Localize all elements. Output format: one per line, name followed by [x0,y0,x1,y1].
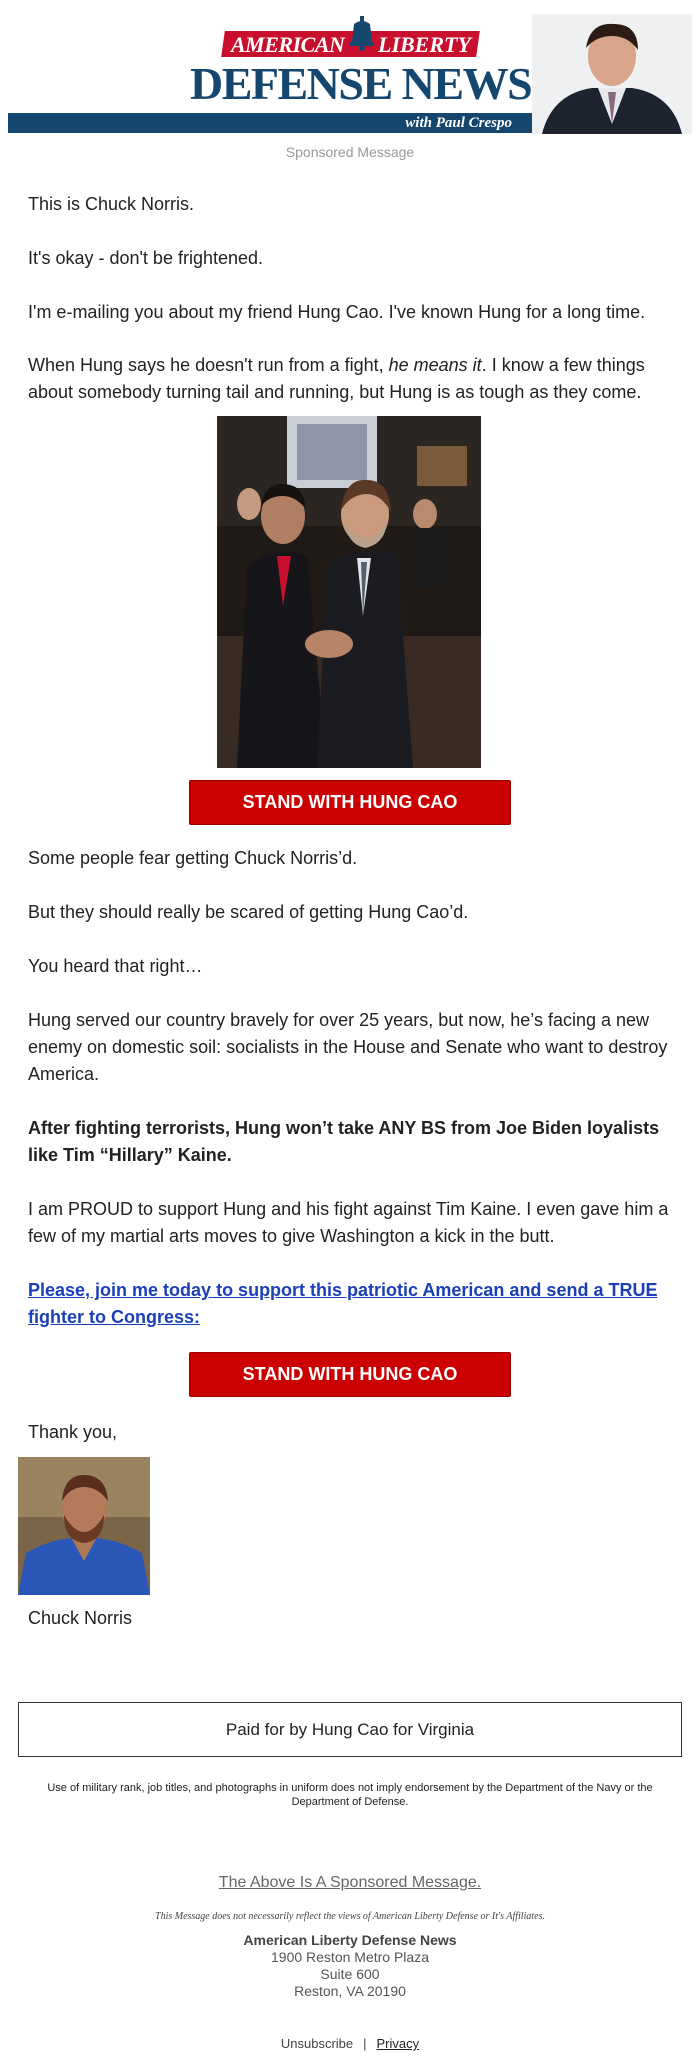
paid-for-box: Paid for by Hung Cao for Virginia [18,1702,682,1757]
stand-with-hung-cao-button-1[interactable]: STAND WITH HUNG CAO [189,780,511,825]
letter-paragraph-6: But they should really be scared of getting Hung Cao’d. [28,902,469,922]
brand-defense-news: DEFENSE NEWS [190,58,532,109]
address-line-1: 1900 Reston Metro Plaza [271,1949,429,1965]
affiliates-disclaimer: This Message does not necessarily reflect the views of American Liberty Defense or It's Affiliates. [155,1911,545,1922]
privacy-link[interactable]: Privacy [376,2036,420,2051]
letter-paragraph-4-b: . I know a few things about somebody turning tail and running, but Hung is as tough as they come. [28,355,645,402]
letter-paragraph-9: After fighting terrorists, Hung won’t take ANY BS from Joe Biden loyalists like Tim “Hillary” Kaine. [28,1118,660,1165]
hung-cao-chuck-norris-photo [217,416,481,768]
letter-paragraph-8: Hung served our country bravely for over 25 years, but now, he’s facing a new enemy on domestic soil: socialists in the House and Senate who want to destroy America. [28,1010,668,1084]
brand-banner [223,28,478,61]
footer-separator: | [363,2036,367,2051]
letter-paragraph-5: Some people fear getting Chuck Norris’d. [28,848,358,868]
address-line-3: Reston, VA 20190 [294,1983,406,1999]
letter-paragraph-11 [28,1277,672,1331]
letter-paragraph-3: I'm e-mailing you about my friend Hung Cao. I've known Hung for a long time. [28,302,646,322]
unsubscribe-link[interactable]: Unsubscribe [280,2036,354,2051]
sponsored-message-link[interactable]: The Above Is A Sponsored Message. [218,1874,482,1891]
brand-american: AMERICAN [231,32,345,57]
join-me-link[interactable]: Please, join me today to support this patriotic American and send a TRUE fighter to Congress: [28,1280,658,1327]
letter-paragraph-4 [28,352,672,406]
letter-paragraph-10: I am PROUD to support Hung and his fight against Tim Kaine. I even gave him a few of my martial arts moves to give Washington a kick in the butt. [28,1199,669,1246]
host-byline: with Paul Crespo [405,115,512,131]
letter-closing: Thank you, [28,1422,118,1442]
letter-paragraph-4-a: When Hung says he doesn't run from a fight, [28,355,389,375]
newsletter-header [8,14,692,134]
letter-paragraph-4-emphasis: he means it [388,355,482,375]
military-disclaimer: Use of military rank, job titles, and photographs in uniform does not imply endorsement by the Department of the Navy or the Department of Defense. [47,1782,653,1808]
sponsored-label: Sponsored Message [285,144,415,160]
footer-links [0,2036,700,2051]
presenter-photo [532,14,692,134]
letter-paragraph-2: It's okay - don't be frightened. [28,248,264,268]
letter-paragraph-1: This is Chuck Norris. [28,194,195,214]
liberty-bell-icon [348,16,376,52]
stand-with-hung-cao-button-2[interactable]: STAND WITH HUNG CAO [189,1352,511,1397]
address-line-2: Suite 600 [320,1966,380,1982]
organization-address [0,1932,700,2000]
letter-paragraph-7: You heard that right… [28,956,203,976]
org-name: American Liberty Defense News [243,1932,457,1948]
chuck-norris-photo [18,1457,150,1595]
signature-name: Chuck Norris [28,1608,133,1628]
brand-liberty: LIBERTY [378,32,471,57]
